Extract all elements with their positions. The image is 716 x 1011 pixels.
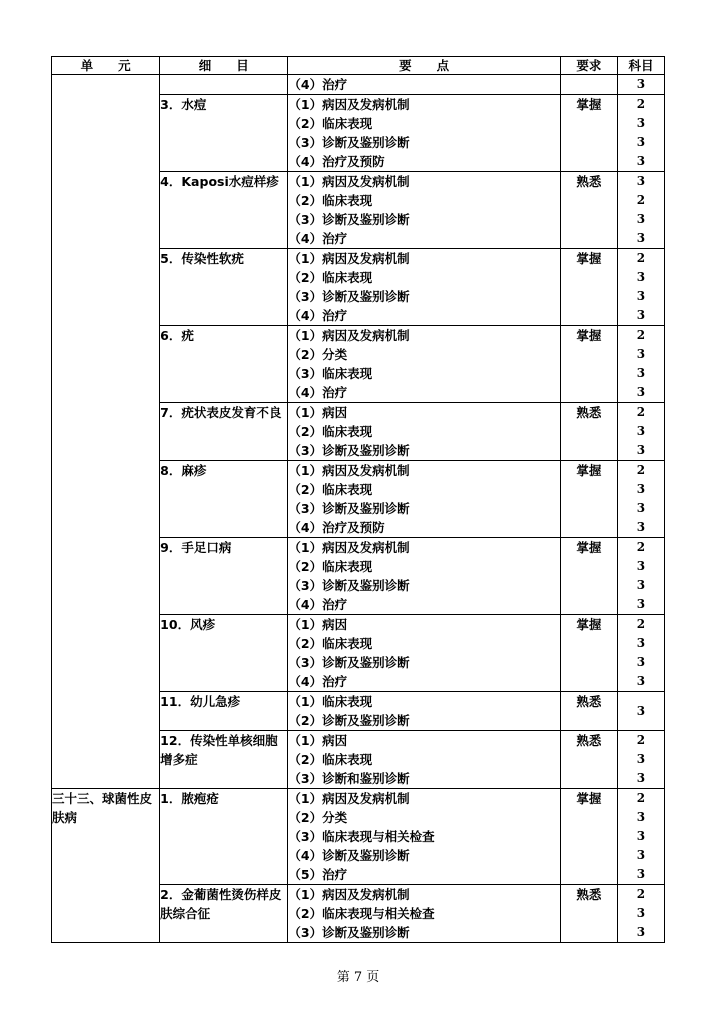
subject-value: 3 [636,424,646,438]
subject-value: 2 [636,617,646,631]
subject-value: 3 [636,231,646,245]
subject-value: 3 [636,135,646,149]
subject-cell [617,538,664,615]
requirement-cell: 掌握 [560,615,617,692]
points-cell [288,461,560,538]
point-line: （4）诊断及鉴别诊断 [288,848,410,863]
point-line: （3）诊断及鉴别诊断 [288,501,410,516]
point-line: （3）诊断及鉴别诊断 [288,289,410,304]
point-line: （2）临床表现 [288,193,373,208]
subject-value: 2 [636,193,646,207]
point-line: （2）临床表现 [288,636,373,651]
header-points: 要 点 [288,57,560,75]
points-cell [288,326,560,403]
point-line: （1）病因及发病机制 [288,251,410,266]
subject-cell [617,789,664,885]
subject-value: 3 [636,116,646,130]
subject-value: 3 [636,636,646,650]
point-line: （3）临床表现与相关检查 [288,829,435,844]
requirement-cell: 熟悉 [560,172,617,249]
requirement-cell: 掌握 [560,461,617,538]
point-line: （3）诊断及鉴别诊断 [288,212,410,227]
point-line: （2）分类 [288,347,348,362]
point-line: （4）治疗 [288,385,348,400]
point-line: （4）治疗 [288,674,348,689]
subject-value: 2 [636,887,646,901]
point-line: （2）临床表现 [288,752,373,767]
point-line: （3）诊断及鉴别诊断 [288,443,410,458]
requirement-cell: 掌握 [560,326,617,403]
subject-value: 3 [636,443,646,457]
requirement-cell: 掌握 [560,538,617,615]
table-row [52,789,665,885]
point-line: （4）治疗 [288,308,348,323]
point-line: （1）病因及发病机制 [288,328,410,343]
subject-value: 3 [636,154,646,168]
point-line: （1）病因及发病机制 [288,97,410,112]
header-item: 细 目 [160,57,288,75]
subject-cell [617,172,664,249]
point-line: （4）治疗及预防 [288,154,385,169]
item-cell: 2．金葡菌性烫伤样皮肤综合征 [160,885,288,943]
point-line: （4）治疗 [288,231,348,246]
subject-cell [617,249,664,326]
point-line: （4）治疗 [288,597,348,612]
syllabus-table [51,56,665,943]
subject-value: 3 [636,520,646,534]
point-line: （2）临床表现 [288,482,373,497]
point-line: （3）诊断及鉴别诊断 [288,655,410,670]
subject-cell [617,731,664,789]
points-cell [288,692,560,731]
subject-cell [617,403,664,461]
item-cell: 10．风疹 [160,615,288,692]
point-line: （2）临床表现 [288,424,373,439]
requirement-cell: 熟悉 [560,731,617,789]
subject-value: 3 [636,308,646,322]
subject-value: 3 [636,848,646,862]
points-cell [288,615,560,692]
item-cell: 8．麻疹 [160,461,288,538]
requirement-cell: 熟悉 [560,692,617,731]
subject-value: 3 [636,501,646,515]
item-cell: 6．疣 [160,326,288,403]
subject-value: 2 [636,97,646,111]
point-line: （3）诊断及鉴别诊断 [288,925,410,940]
subject-value: 3 [636,347,646,361]
subject-value: 3 [636,810,646,824]
subject-value: 3 [636,597,646,611]
requirement-cell [560,75,617,95]
subject-cell [617,692,664,731]
point-cell: （4）治疗 [288,75,560,95]
subject-cell [617,885,664,943]
unit-cell [52,75,160,789]
subject-value: 3 [636,289,646,303]
subject-value: 3 [636,366,646,380]
subject-cell [617,95,664,172]
requirement-cell: 掌握 [560,789,617,885]
point-line: （1）病因及发病机制 [288,791,410,806]
point-line: （1）病因 [288,617,348,632]
subject-value: 2 [636,328,646,342]
unit-cell: 三十三、球菌性皮肤病 [52,789,160,943]
subject-value: 2 [636,405,646,419]
requirement-cell: 熟悉 [560,403,617,461]
points-cell [288,731,560,789]
item-cell: 5．传染性软疣 [160,249,288,326]
subject-value: 3 [636,674,646,688]
subject-value: 3 [636,829,646,843]
table-header-row [52,57,665,75]
point-line: （3）诊断和鉴别诊断 [288,771,410,786]
continuation-row [52,75,665,95]
subject-value: 3 [636,925,646,939]
subject-value: 3 [636,655,646,669]
point-line: （2）临床表现与相关检查 [288,906,435,921]
subject-value: 3 [636,482,646,496]
point-line: （2）临床表现 [288,270,373,285]
subject-value: 3 [636,559,646,573]
item-cell [160,75,288,95]
point-line: （2）分类 [288,810,348,825]
item-cell: 7．疣状表皮发育不良 [160,403,288,461]
subject-value: 2 [636,540,646,554]
requirement-cell: 熟悉 [560,885,617,943]
subject-value: 2 [636,463,646,477]
requirement-cell: 掌握 [560,95,617,172]
item-cell: 12．传染性单核细胞增多症 [160,731,288,789]
point-line: （3）诊断及鉴别诊断 [288,135,410,150]
item-cell: 3．水痘 [160,95,288,172]
point-line: （5）治疗 [288,867,348,882]
item-cell: 11．幼儿急疹 [160,692,288,731]
subject-cell [617,615,664,692]
subject-value: 3 [636,703,646,718]
table-body [52,75,665,943]
subject-value: 3 [636,385,646,399]
point-line: （1）病因及发病机制 [288,887,410,902]
subject-value: 3 [636,771,646,785]
header-requirement: 要求 [560,57,617,75]
points-cell [288,249,560,326]
header-unit: 单 元 [52,57,160,75]
subject-value: 3 [636,174,646,188]
point-line: （1）病因及发病机制 [288,540,410,555]
subject-value: 3 [636,212,646,226]
point-line: （2）诊断及鉴别诊断 [288,713,410,728]
point-line: （1）病因 [288,733,348,748]
item-cell: 9．手足口病 [160,538,288,615]
header-subject: 科目 [617,57,664,75]
point-line: （2）临床表现 [288,559,373,574]
subject-value: 3 [636,906,646,920]
point-line: （1）临床表现 [288,694,373,709]
subject-value: 3 [636,752,646,766]
page-number: 第 7 页 [336,970,380,985]
subject-value: 3 [636,867,646,881]
item-cell: 4．Kaposi水痘样疹 [160,172,288,249]
subject-value: 2 [636,791,646,805]
point-line: （2）临床表现 [288,116,373,131]
point-line: （1）病因 [288,405,348,420]
points-cell [288,95,560,172]
points-cell [288,172,560,249]
points-cell [288,538,560,615]
point-line: （1）病因及发病机制 [288,174,410,189]
point-line: （3）诊断及鉴别诊断 [288,578,410,593]
subject-value: 2 [636,733,646,747]
subject-value: 2 [636,251,646,265]
point-line: （4）治疗及预防 [288,520,385,535]
subject-value: 3 [636,270,646,284]
item-cell: 1．脓疱疮 [160,789,288,885]
points-cell [288,789,560,885]
subject-cell [617,461,664,538]
point-line: （3）临床表现 [288,366,373,381]
point-line: （1）病因及发病机制 [288,463,410,478]
requirement-cell: 掌握 [560,249,617,326]
subject-cell: 3 [617,75,664,95]
points-cell [288,403,560,461]
subject-cell [617,326,664,403]
subject-value: 3 [636,578,646,592]
points-cell [288,885,560,943]
